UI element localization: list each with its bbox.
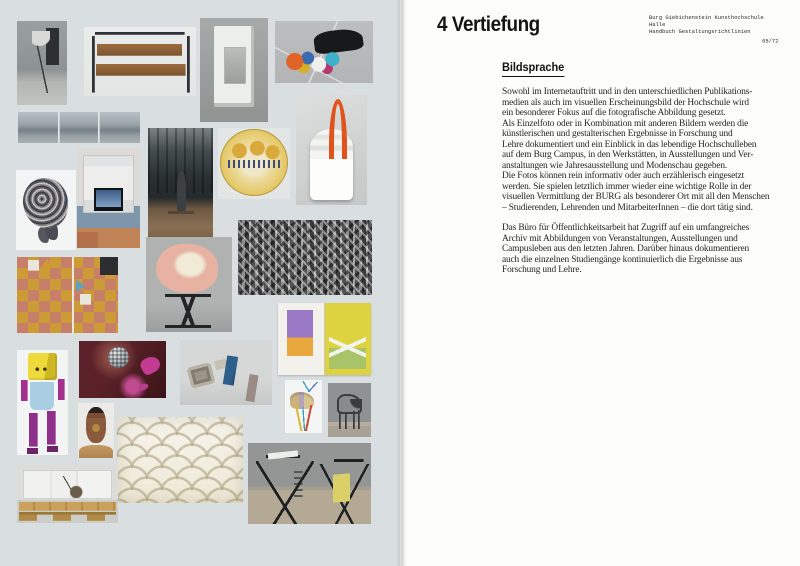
collage-image-cabinet bbox=[200, 18, 268, 122]
collage-image-jewelry bbox=[180, 340, 272, 405]
collage-image-sewing bbox=[146, 237, 232, 332]
body-line: Archiv mit Abbildungen von Veranstaltungen, Ausstellungen und bbox=[502, 233, 738, 244]
collage-image-forest-man bbox=[148, 128, 213, 240]
body-text bbox=[502, 87, 798, 286]
body-line: Das Büro für Öffentlichkeitsarbeit hat Zugriff auf ein umfangreiches bbox=[502, 223, 750, 233]
collage-image-fog bbox=[18, 112, 140, 143]
body-line: medien als auch im visuellen Erscheinungsbild der Hochschule wird bbox=[502, 97, 749, 108]
collage-image-plate bbox=[218, 128, 290, 199]
collage-image-geometric bbox=[17, 257, 118, 333]
body-line: visuellen Vermittlung der BURG als besonderer Ort mit all den Menschen bbox=[502, 192, 770, 202]
collage-image-shelf-tv bbox=[77, 148, 140, 248]
body-line: künstlerischen und gestalterischen Ergebnisse in Forschung und bbox=[502, 129, 733, 139]
body-line: Campusleben aus den letzten Jahren. Darüber hinaus dokumentieren bbox=[502, 244, 750, 254]
text-page bbox=[400, 0, 800, 566]
body-line: ein besonderer Fokus auf die fotografische Abbildung gesetzt. bbox=[502, 108, 726, 118]
page-number: 65/72 bbox=[762, 38, 779, 45]
collage-image-sideboard bbox=[84, 27, 196, 96]
running-header bbox=[649, 15, 778, 45]
collage-image-car-paint bbox=[275, 21, 373, 83]
collage-image-portrait bbox=[78, 403, 114, 458]
body-line: Die Fotos können rein informativ oder auch erzählerisch eingesetzt bbox=[502, 171, 745, 181]
body-line: auch die einzelnen Studiengänge kontinuierlich die Ergebnisse aus bbox=[502, 254, 743, 265]
paragraph bbox=[502, 223, 798, 276]
collage-image-quilt bbox=[117, 417, 243, 503]
running-header-line2: Handbuch Gestaltungsrichtlinien bbox=[649, 29, 751, 36]
chapter-title: 4 Vertiefung bbox=[437, 13, 540, 36]
collage-image-room-lamp bbox=[17, 21, 67, 105]
body-line: werden. Sie spielen letztlich immer wieder eine wichtige Rolle in der bbox=[502, 181, 752, 192]
collage-image-wire-dog bbox=[328, 383, 371, 437]
page-fold bbox=[396, 0, 406, 566]
paragraph bbox=[502, 87, 798, 213]
collage-image-pallet bbox=[17, 465, 118, 523]
body-line: Als Einzelfoto oder in Kombination mit anderen Bildern werden die bbox=[502, 118, 749, 129]
body-line: auf dem Burg Campus, in den Werkstätten, in Ausstellungen und Ver- bbox=[502, 150, 754, 160]
collage-image-robot bbox=[17, 350, 68, 455]
collage-image-aerial bbox=[238, 220, 372, 295]
section-title: Bildsprache bbox=[502, 62, 564, 77]
body-line: anstaltungen wie Jahresausstellung und Modenschau gegeben. bbox=[502, 160, 728, 171]
collage-image-book bbox=[278, 303, 371, 375]
body-line: – Studierenden, Lehrenden und MitarbeiterInnen – die dort tätig sind. bbox=[502, 202, 753, 213]
collage-image-tangle bbox=[16, 170, 76, 250]
collage-image-deer bbox=[285, 380, 322, 433]
body-line: Lehre dokumentiert und ein Einblick in das lebendige Hochschulleben bbox=[502, 139, 757, 150]
collage-image-disco bbox=[79, 341, 166, 398]
collage-image-studio bbox=[248, 443, 371, 524]
body-line: Forschung und Lehre. bbox=[502, 265, 582, 275]
body-line: Sowohl im Internetauftritt und in den unterschiedlichen Publikations- bbox=[502, 87, 753, 97]
running-header-line1: Burg Giebichenstein Kunsthochschule Halle bbox=[649, 15, 764, 29]
collage-image-orange-object bbox=[296, 95, 367, 205]
